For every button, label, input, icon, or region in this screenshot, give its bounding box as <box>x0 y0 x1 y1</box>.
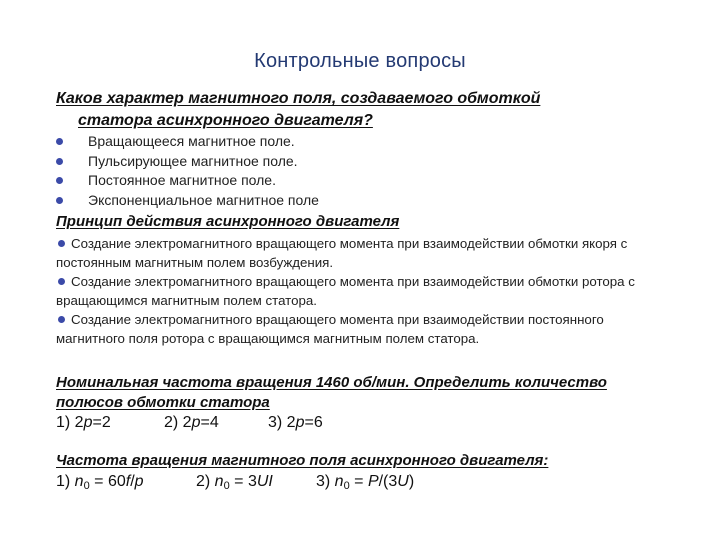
question-2-title: Принцип действия асинхронного двигателя <box>56 213 400 230</box>
question-1-options <box>56 132 319 210</box>
page-title: Контрольные вопросы <box>254 50 466 72</box>
bullet-icon <box>56 138 63 145</box>
question-1 <box>56 88 540 132</box>
answer-3-3[interactable]: 3) 2p=6 <box>268 414 323 431</box>
answer-4-1[interactable]: 1) $n_0 = 60f/p$ <box>56 473 144 492</box>
principle-option-2[interactable] <box>56 272 656 310</box>
option-pulsating[interactable] <box>56 152 319 172</box>
bullet-icon <box>58 240 65 247</box>
bullet-icon <box>58 316 65 323</box>
option-rotating[interactable] <box>56 132 319 152</box>
option-exponential[interactable] <box>56 191 319 211</box>
question-2-options <box>56 234 656 348</box>
bullet-icon <box>56 177 63 184</box>
option-label: Создание электромагнитного вращающего момента при взаимодействии обмотки ротора с вращающимся магнитным полем статора. <box>56 274 635 308</box>
question-3-title <box>56 373 607 413</box>
question-3-line-2: полюсов обмотки статора <box>56 394 270 411</box>
answer-4-3[interactable]: 3) $n_0 = P/(3U)$ <box>316 473 415 492</box>
question-3-line-1: Номинальная частота вращения 1460 об/мин. Определить количество <box>56 374 607 391</box>
question-4-title: Частота вращения магнитного поля асинхронного двигателя: <box>56 452 549 469</box>
bullet-icon <box>56 197 63 204</box>
answer-3-1[interactable]: 1) 2p=2 <box>56 414 111 431</box>
principle-option-1[interactable] <box>56 234 656 272</box>
option-label: Пульсирующее магнитное поле. <box>88 152 298 169</box>
question-1-line-2: статора асинхронного двигателя? <box>78 112 373 129</box>
option-label: Экспоненциальное магнитное поле <box>88 191 319 208</box>
principle-option-3[interactable] <box>56 310 656 348</box>
option-label: Создание электромагнитного вращающего момента при взаимодействии постоянного магнитного поля ротора с вращающимся магнитным полем статора. <box>56 312 604 346</box>
option-label: Создание электромагнитного вращающего момента при взаимодействии обмотки якоря с постоянным магнитным полем возбуждения. <box>56 236 628 270</box>
bullet-icon <box>58 278 65 285</box>
option-constant[interactable] <box>56 171 319 191</box>
question-1-line-1: Каков характер магнитного поля, создаваемого обмоткой <box>56 90 541 107</box>
bullet-icon <box>56 158 63 165</box>
option-label: Вращающееся магнитное поле. <box>88 133 295 149</box>
option-label: Постоянное магнитное поле. <box>88 172 276 188</box>
answer-3-2[interactable]: 2) 2p=4 <box>164 414 219 431</box>
answer-4-2[interactable]: 2) $n_0 = 3UI$ <box>196 473 273 492</box>
